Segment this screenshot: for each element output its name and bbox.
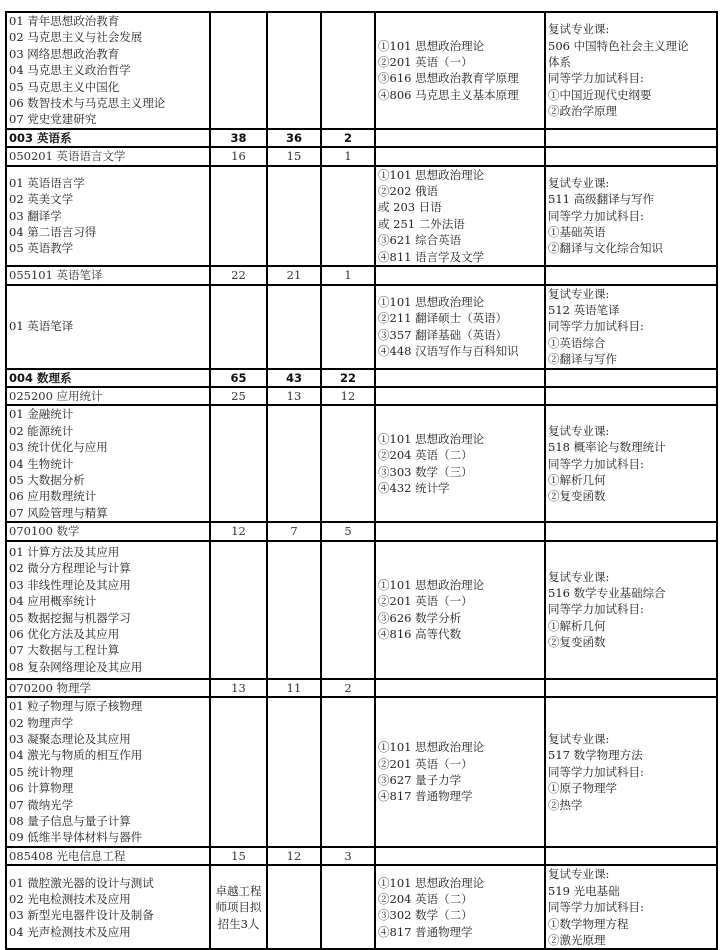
text-line: ②复变函数: [548, 489, 606, 504]
text-line: ②201 英语（一）: [378, 594, 473, 609]
plan-a-cell: [267, 541, 321, 679]
exam-subjects: [375, 405, 545, 522]
text-line: 体系: [548, 55, 571, 70]
text-line: 03 网络思想政治教育: [9, 46, 120, 61]
text-line: 04 马克思主义政治哲学: [9, 63, 131, 78]
remarks: [545, 129, 717, 147]
remarks: [545, 147, 717, 165]
direction-row: [6, 697, 717, 847]
plan-a: 13: [267, 387, 321, 405]
text-line: ④816 高等代数: [378, 627, 462, 641]
text-line: 06 应用数理统计: [9, 489, 97, 504]
text-line: 05 马克思主义中国化: [9, 79, 120, 94]
major-row: [6, 847, 717, 865]
remarks: [545, 697, 717, 847]
plan-total-cell: [210, 166, 267, 266]
text-line: 511 高级翻译与写作: [548, 192, 655, 207]
major-name: 025200 应用统计: [6, 387, 210, 405]
text-line: ④817 普通物理学: [378, 924, 473, 939]
text-line: 复试专业课:: [548, 175, 610, 190]
plan-a-cell: [267, 285, 321, 369]
text-line: 07 大数据与工程计算: [9, 643, 120, 658]
plan-total-cell: [210, 697, 267, 847]
text-line: 04 激光与物质的相互作用: [9, 748, 143, 763]
plan-a: 12: [267, 847, 321, 865]
text-line: 519 光电基础: [548, 883, 620, 898]
department-name: 004 数理系: [6, 369, 210, 387]
direction-row: [6, 285, 717, 369]
text-line: ②政治学原理: [548, 104, 617, 119]
plan-b-cell: [321, 405, 375, 522]
department-row: [6, 129, 717, 147]
text-line: ④817 普通物理学: [378, 789, 473, 804]
plan-b-cell: [321, 12, 375, 129]
text-line: ②204 英语（二）: [378, 448, 473, 463]
direction-row: [6, 541, 717, 679]
text-line: 07 党史党建研究: [9, 112, 97, 127]
text-line: 06 优化方法及其应用: [9, 627, 120, 641]
text-line: ③621 综合英语: [378, 233, 462, 248]
text-line: 01 微腔激光器的设计与测试: [9, 875, 154, 890]
text-line: ①基础英语: [548, 225, 606, 240]
plan-total-cell: [210, 541, 267, 679]
plan-total: 15: [210, 847, 267, 865]
research-directions: [6, 541, 210, 679]
plan-b-cell: [321, 285, 375, 369]
plan-b: 2: [321, 679, 375, 697]
text-line: 04 应用概率统计: [9, 594, 97, 609]
plan-total-cell: [210, 12, 267, 129]
text-line: ②204 英语（二）: [378, 892, 473, 907]
plan-total: 65: [210, 369, 267, 387]
text-line: ③626 数学分析: [378, 610, 462, 625]
remarks: [545, 522, 717, 540]
major-name: 055101 英语笔译: [6, 266, 210, 284]
remarks: [545, 266, 717, 284]
major-row: [6, 679, 717, 697]
remarks: [545, 387, 717, 405]
text-line: ①原子物理学: [548, 781, 617, 796]
exam-subjects: [375, 697, 545, 847]
plan-b: 12: [321, 387, 375, 405]
remarks: [545, 847, 717, 865]
text-line: 516 数学专业基础综合: [548, 585, 666, 600]
text-line: 01 金融统计: [9, 407, 74, 422]
direction-row: [6, 166, 717, 266]
text-line: ③627 量子力学: [378, 773, 462, 787]
text-line: ①解析几何: [548, 618, 606, 633]
text-line: 03 非线性理论及其应用: [9, 577, 131, 592]
exam-subjects: [375, 541, 545, 679]
text-line: 招生3人: [217, 916, 260, 931]
plan-b: 5: [321, 522, 375, 540]
text-line: 02 微分方程理论与计算: [9, 561, 131, 576]
plan-a: 7: [267, 522, 321, 540]
text-line: 01 计算方法及其应用: [9, 544, 120, 559]
plan-total: 13: [210, 679, 267, 697]
plan-a-cell: [267, 166, 321, 266]
major-name: 070200 物理学: [6, 679, 210, 697]
plan-a: 43: [267, 369, 321, 387]
plan-a: 11: [267, 679, 321, 697]
exam-subjects: [375, 166, 545, 266]
major-row: [6, 387, 717, 405]
text-line: 07 微纳光学: [9, 797, 74, 812]
text-line: 01 英语笔译: [9, 319, 74, 334]
text-line: 03 翻译学: [9, 208, 62, 223]
remarks: [545, 166, 717, 266]
major-row: [6, 147, 717, 165]
text-line: 02 光电检测技术及应用: [9, 892, 131, 907]
text-line: 517 数学物理方法: [548, 748, 643, 763]
text-line: 复试专业课:: [548, 423, 610, 438]
plan-b: 3: [321, 847, 375, 865]
plan-total: 25: [210, 387, 267, 405]
text-line: 或 251 二外法语: [378, 216, 465, 231]
text-line: 05 统计物理: [9, 764, 74, 779]
text-line: ③303 数学（三）: [378, 464, 473, 479]
text-line: ②复变函数: [548, 635, 606, 650]
text-line: ②201 英语（一）: [378, 55, 473, 70]
exam-subjects: [375, 285, 545, 369]
admissions-table: [5, 11, 718, 950]
text-line: 07 风险管理与精算: [9, 505, 108, 520]
text-line: 08 复杂网络理论及其应用: [9, 659, 143, 674]
enrollment-note: [210, 865, 267, 949]
plan-total: 38: [210, 129, 267, 147]
text-line: ①101 思想政治理论: [378, 294, 485, 309]
plan-b: 1: [321, 147, 375, 165]
text-line: 师项目拟: [215, 900, 262, 915]
plan-total: 16: [210, 147, 267, 165]
plan-b-cell: [321, 697, 375, 847]
text-line: ①101 思想政治理论: [378, 167, 485, 182]
text-line: ②翻译与写作: [548, 352, 617, 367]
text-line: ②211 翻译硕士（英语）: [378, 311, 508, 326]
research-directions: [6, 12, 210, 129]
text-line: 03 统计优化与应用: [9, 440, 108, 455]
major-name: 050201 英语语言文学: [6, 147, 210, 165]
plan-a: 36: [267, 129, 321, 147]
direction-row: [6, 405, 717, 522]
text-line: ①解析几何: [548, 472, 606, 487]
text-line: ②翻译与文化综合知识: [548, 241, 663, 256]
plan-total: 22: [210, 266, 267, 284]
exam-subjects: [375, 129, 545, 147]
research-directions: [6, 405, 210, 522]
text-line: ④806 马克思主义基本原理: [378, 87, 519, 102]
text-line: 02 马克思主义与社会发展: [9, 30, 143, 45]
text-line: 复试专业课:: [548, 569, 610, 584]
plan-b: 2: [321, 129, 375, 147]
remarks: [545, 865, 717, 949]
text-line: 09 低维半导体材料与器件: [9, 830, 143, 845]
plan-b-cell: [321, 166, 375, 266]
text-line: 02 能源统计: [9, 423, 74, 438]
exam-subjects: [375, 369, 545, 387]
text-line: ②202 俄语: [378, 184, 439, 199]
text-line: ①101 思想政治理论: [378, 431, 485, 446]
plan-total: 12: [210, 522, 267, 540]
text-line: ④432 统计学: [378, 481, 450, 496]
remarks: [545, 369, 717, 387]
text-line: 02 英美文学: [9, 192, 74, 207]
plan-b-cell: [321, 541, 375, 679]
major-name: 085408 光电信息工程: [6, 847, 210, 865]
direction-row: [6, 12, 717, 129]
text-line: 03 新型光电器件设计及制备: [9, 908, 154, 923]
remarks: [545, 405, 717, 522]
plan-a-cell: [267, 865, 321, 949]
department-row: [6, 369, 717, 387]
plan-b: 22: [321, 369, 375, 387]
plan-a: 15: [267, 147, 321, 165]
text-line: ②激光原理: [548, 933, 606, 948]
text-line: 512 英语笔译: [548, 302, 620, 317]
plan-total-cell: [210, 405, 267, 522]
text-line: ①101 思想政治理论: [378, 740, 485, 755]
text-line: 或 203 日语: [378, 200, 442, 215]
exam-subjects: [375, 865, 545, 949]
text-line: 06 数智技术与马克思主义理论: [9, 96, 166, 111]
text-line: 同等学力加试科目:: [548, 764, 644, 779]
plan-a: 21: [267, 266, 321, 284]
text-line: 同等学力加试科目:: [548, 208, 644, 223]
text-line: ④811 语言学及文学: [378, 249, 485, 264]
major-name: 070100 数学: [6, 522, 210, 540]
research-directions: [6, 697, 210, 847]
text-line: 复试专业课:: [548, 731, 610, 746]
exam-subjects: [375, 679, 545, 697]
text-line: ①英语综合: [548, 335, 606, 350]
text-line: 同等学力加试科目:: [548, 456, 644, 471]
exam-subjects: [375, 847, 545, 865]
major-row: [6, 522, 717, 540]
text-line: 同等学力加试科目:: [548, 319, 644, 334]
text-line: 同等学力加试科目:: [548, 900, 644, 915]
text-line: ①101 思想政治理论: [378, 577, 485, 592]
text-line: 05 大数据分析: [9, 472, 85, 487]
research-directions: [6, 865, 210, 949]
text-line: 01 粒子物理与原子核物理: [9, 699, 143, 714]
text-line: 06 计算物理: [9, 781, 74, 796]
plan-a-cell: [267, 12, 321, 129]
text-line: ④448 汉语写作与百科知识: [378, 343, 519, 358]
text-line: ①101 思想政治理论: [378, 38, 485, 53]
remarks: [545, 285, 717, 369]
research-directions: [6, 166, 210, 266]
major-row: [6, 266, 717, 284]
text-line: 08 量子信息与量子计算: [9, 814, 131, 829]
text-line: 04 第二语言习得: [9, 225, 97, 240]
text-line: 同等学力加试科目:: [548, 602, 644, 617]
text-line: 05 英语教学: [9, 241, 74, 256]
exam-subjects: [375, 12, 545, 129]
department-name: 003 英语系: [6, 129, 210, 147]
text-line: ①中国近现代史纲要: [548, 87, 652, 102]
text-line: 04 光声检测技术及应用: [9, 924, 131, 939]
text-line: 01 英语语言学: [9, 175, 85, 190]
text-line: 04 生物统计: [9, 456, 74, 471]
plan-b-cell: [321, 865, 375, 949]
text-line: 02 物理声学: [9, 715, 74, 730]
text-line: 复试专业课:: [548, 867, 610, 882]
text-line: ③357 翻译基础（英语）: [378, 327, 508, 342]
text-line: 518 概率论与数理统计: [548, 440, 666, 455]
remarks: [545, 679, 717, 697]
text-line: 05 数据挖掘与机器学习: [9, 610, 131, 625]
text-line: 卓越工程: [215, 883, 262, 898]
exam-subjects: [375, 522, 545, 540]
exam-subjects: [375, 147, 545, 165]
text-line: ①101 思想政治理论: [378, 875, 485, 890]
plan-b: 1: [321, 266, 375, 284]
text-line: ③302 数学（二）: [378, 908, 473, 923]
plan-total-cell: [210, 285, 267, 369]
text-line: 03 凝聚态理论及其应用: [9, 731, 131, 746]
text-line: ②201 英语（一）: [378, 756, 473, 771]
remarks: [545, 541, 717, 679]
exam-subjects: [375, 266, 545, 284]
text-line: 01 青年思想政治教育: [9, 14, 120, 28]
text-line: ②热学: [548, 797, 583, 812]
text-line: 复试专业课:: [548, 286, 610, 301]
direction-row: [6, 865, 717, 949]
exam-subjects: [375, 387, 545, 405]
plan-a-cell: [267, 697, 321, 847]
text-line: 506 中国特色社会主义理论: [548, 38, 689, 53]
plan-a-cell: [267, 405, 321, 522]
research-directions: [6, 285, 210, 369]
text-line: 同等学力加试科目:: [548, 71, 644, 86]
text-line: 复试专业课:: [548, 22, 610, 37]
text-line: ③616 思想政治教育学原理: [378, 71, 519, 86]
remarks: [545, 12, 717, 129]
text-line: ①数学物理方程: [548, 916, 629, 931]
